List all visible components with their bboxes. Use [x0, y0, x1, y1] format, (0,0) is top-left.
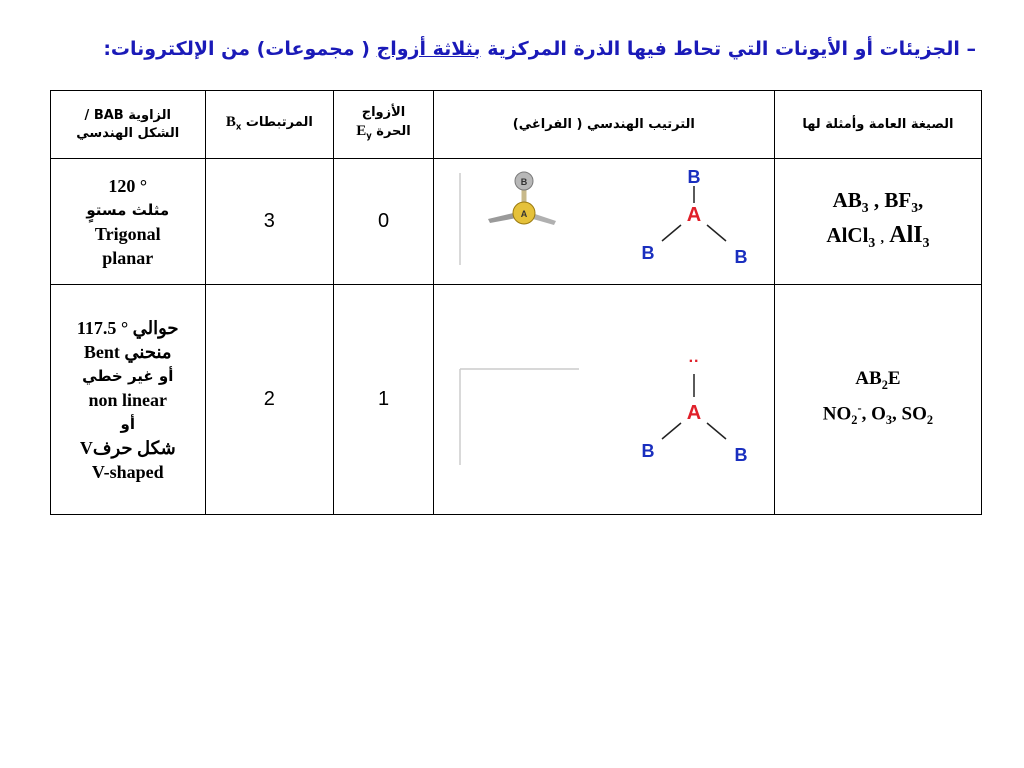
bond-right — [707, 423, 726, 439]
ligand-left: B — [641, 441, 655, 461]
model-central-label: A — [520, 209, 528, 219]
title-part1: الجزيئات أو الأيونات التي تحاط فيها الذرة المركزية — [480, 38, 960, 60]
table-header-row — [51, 91, 982, 159]
title-underlined: بثلاثة أزواج — [376, 38, 481, 60]
row1-geometry — [433, 159, 774, 285]
central-atom: A — [686, 402, 702, 424]
trigonal-planar-diagram — [434, 159, 774, 280]
ball-stick-model — [488, 172, 556, 225]
row2-formula — [774, 285, 981, 515]
bent-diagram — [434, 285, 774, 510]
row1-bonded-count: 3 — [205, 159, 334, 285]
header-formula: الصيغة العامة وأمثلة لها — [774, 91, 981, 159]
row1-lone-count: 0 — [334, 159, 434, 285]
bond-right — [707, 225, 726, 241]
table-row — [51, 285, 982, 515]
ligand-right: B — [734, 247, 748, 267]
bond-left — [662, 225, 681, 241]
row1-formula-line1: $AB_3$ , $BF_3$, — [832, 188, 924, 216]
row2-formula-line2: $NO_2^-$, $O_3$, $SO_2$ — [822, 401, 934, 428]
header-angle: الزاوية BAB / الشكل الهندسي — [51, 91, 206, 159]
header-lone-pairs: الأزواج $E_y$ الحرة — [334, 91, 434, 159]
row1-formula — [774, 159, 981, 285]
ligand-right: B — [734, 445, 748, 465]
title-dash: – — [966, 38, 976, 60]
row2-geometry — [433, 285, 774, 515]
page-title — [60, 38, 976, 60]
model-ligand-label: B — [520, 177, 528, 187]
lone-pair: ·· — [688, 353, 700, 370]
row1-formula-line2: AlCl$_3$ , AlI$_3$ — [826, 221, 930, 250]
ligand-left: B — [641, 243, 655, 263]
geometry-table — [50, 90, 982, 515]
central-atom: A — [686, 204, 702, 226]
row1-angle-shape: 120 ° مثلث مستوٍ Trigonal planar — [51, 159, 206, 285]
row2-formula-line1: $AB_2E$ — [855, 367, 901, 392]
header-bonded: $B_x$ المرتبطات — [205, 91, 334, 159]
header-geometry: الترتيب الهندسي ( الفراغي) — [433, 91, 774, 159]
bond-left — [662, 423, 681, 439]
ligand-top: B — [687, 167, 701, 187]
title-part2: ( مجموعات) من الإلكترونات: — [103, 38, 377, 60]
row2-lone-count: 1 — [334, 285, 434, 515]
row2-bonded-count: 2 — [205, 285, 334, 515]
table-row — [51, 159, 982, 285]
row2-angle-shape: حوالي ° 117.5 منحني Bent أو غير خطي non linear أو شكل حرفV V-shaped — [51, 285, 206, 515]
